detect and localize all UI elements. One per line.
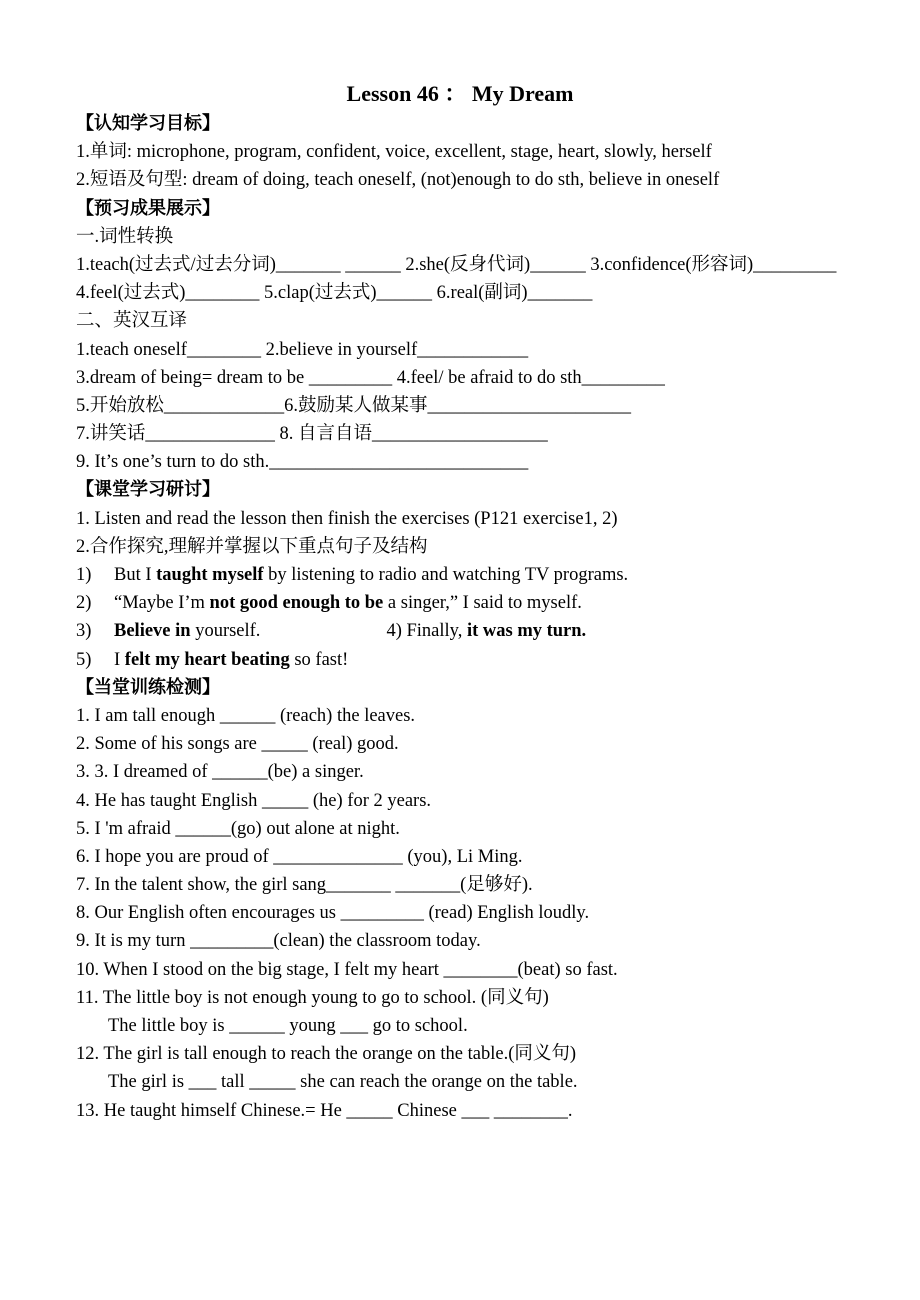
key-sentence-number: 1) — [76, 565, 92, 586]
key-sentence-bold: felt my heart beating — [124, 649, 290, 670]
key-sentence-number: 2) — [76, 593, 92, 614]
key-sentence — [76, 646, 866, 674]
practice-item: 13. He taught himself Chinese.= He _____ Chinese ___ ________. — [76, 1100, 573, 1121]
classroom-task: 2.合作探究,理解并掌握以下重点句子及结构 — [76, 536, 428, 557]
page-title: Lesson 46 ： My Dream — [346, 81, 574, 106]
classroom-task: 1. Listen and read the lesson then finish the exercises (P121 exercise1, 2) — [76, 508, 618, 529]
translation-item: 1.teach oneself________ 2.believe in yourself____________ — [76, 339, 529, 360]
subheading-word-conversion: 一.词性转换 — [76, 226, 174, 247]
practice-item: 8. Our English often encourages us _________ (read) English loudly. — [76, 903, 590, 924]
key-sentence — [76, 589, 866, 617]
practice-item: 2. Some of his songs are _____ (real) good. — [76, 734, 399, 755]
translation-item: 7.讲笑话______________ 8. 自言自语___________________ — [76, 424, 548, 445]
key-sentence-text: so fast! — [289, 649, 349, 670]
phrases-line: 2.短语及句型: dream of doing, teach oneself, (not)enough to do sth, believe in oneself — [76, 170, 720, 191]
practice-item: 11. The little boy is not enough young to go to school. (同义句) — [76, 987, 549, 1008]
word-conversion-exercise: 1.teach(过去式/过去分词)_______ ______ 2.she(反身代词)______ 3.confidence(形容词)_________ 4.feel(过去式)________ 5.clap(过去式)______ 6.real(副词)_______ — [76, 254, 837, 304]
translation-item: 3.dream of being= dream to be _________ 4.feel/ be afraid to do sth_________ — [76, 367, 665, 388]
key-sentence-bold: Believe in — [114, 621, 191, 642]
key-sentence-text: I — [114, 649, 125, 670]
translation-item: 9. It’s one’s turn to do sth.____________________________ — [76, 452, 529, 473]
practice-item: 7. In the talent show, the girl sang_______ _______(足够好). — [76, 875, 533, 896]
key-sentence-bold: it was my turn. — [466, 621, 587, 642]
key-sentence-text: yourself. — [190, 621, 261, 642]
practice-item: 1. I am tall enough ______ (reach) the leaves. — [76, 705, 416, 726]
key-sentence-text: But I — [114, 565, 157, 586]
practice-item: 3. 3. I dreamed of ______(be) a singer. — [76, 762, 364, 783]
section-heading-preview: 【预习成果展示】 — [76, 197, 220, 219]
section-heading-objectives: 【认知学习目标】 — [76, 113, 220, 134]
translation-item: 5.开始放松_____________6.鼓励某人做某事______________________ — [76, 395, 632, 416]
key-sentence-text: 4) Finally, — [386, 621, 467, 642]
key-sentence-text: by listening to radio and watching TV programs. — [263, 565, 629, 586]
practice-item: 12. The girl is tall enough to reach the orange on the table.(同义句) — [76, 1044, 577, 1065]
key-sentence — [76, 561, 866, 589]
practice-item: 6. I hope you are proud of ______________ (you), Li Ming. — [76, 846, 523, 867]
section-heading-practice: 【当堂训练检测】 — [76, 676, 220, 698]
subheading-translation: 二、英汉互译 — [76, 311, 188, 332]
key-sentence — [76, 617, 866, 645]
practice-item-continuation: The little boy is ______ young ___ go to school. — [108, 1016, 468, 1037]
practice-item: 9. It is my turn _________(clean) the classroom today. — [76, 931, 481, 952]
key-sentence-number: 3) — [76, 621, 92, 642]
key-sentence-bold: not good enough to be — [209, 593, 384, 614]
practice-item: 5. I 'm afraid ______(go) out alone at night. — [76, 818, 400, 839]
key-sentence-number: 5) — [76, 649, 92, 670]
section-heading-classroom: 【课堂学习研讨】 — [76, 479, 220, 501]
practice-item-continuation: The girl is ___ tall _____ she can reach the orange on the table. — [108, 1072, 578, 1093]
vocabulary-line: 1.单词: microphone, program, confident, voice, excellent, stage, heart, slowly, herself — [76, 142, 712, 163]
key-sentence-text: “Maybe I’m — [114, 593, 210, 614]
practice-item: 10. When I stood on the big stage, I felt my heart ________(beat) so fast. — [76, 959, 618, 980]
key-sentence-bold: taught myself — [156, 565, 264, 586]
worksheet-content — [76, 110, 866, 1125]
key-sentence-text: a singer,” I said to myself. — [383, 593, 582, 614]
practice-item: 4. He has taught English _____ (he) for 2 years. — [76, 790, 432, 811]
